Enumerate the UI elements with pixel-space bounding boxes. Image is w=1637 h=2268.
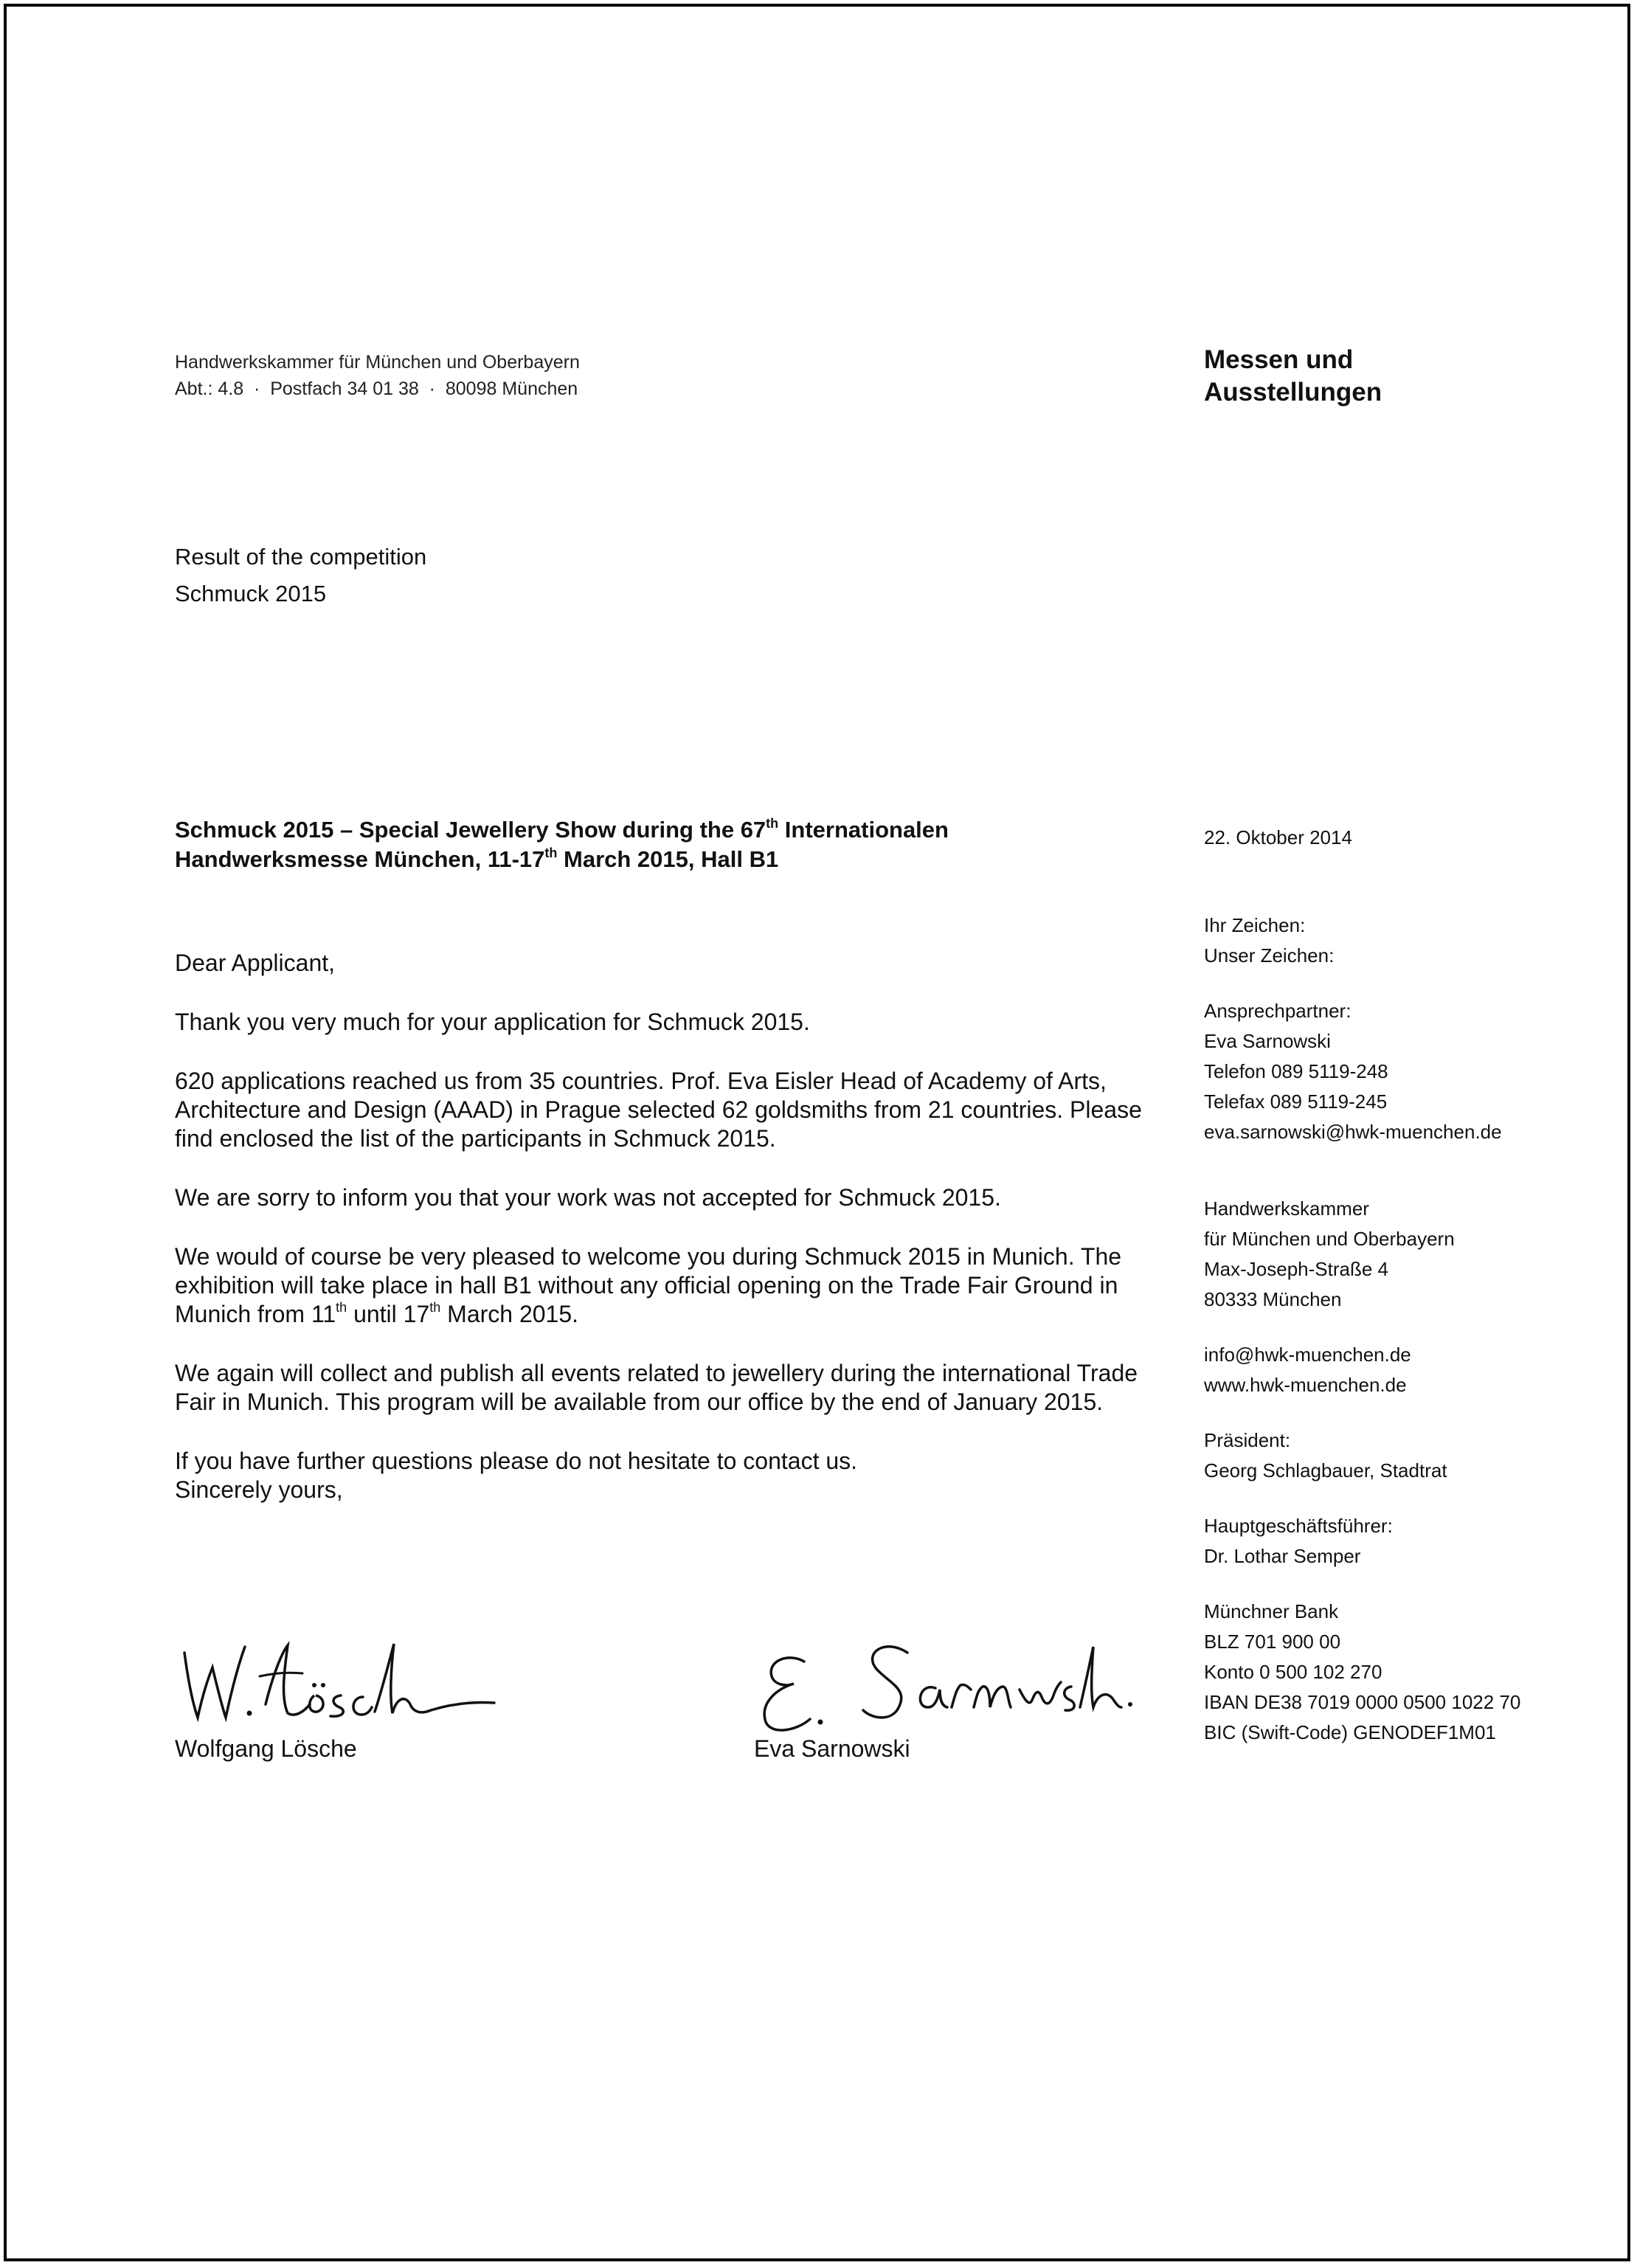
president-label: Präsident: [1204, 1429, 1291, 1451]
contact-name: Eva Sarnowski [1204, 1030, 1331, 1052]
salutation: Dear Applicant, [175, 950, 336, 976]
bank-iban: IBAN DE38 7019 0000 0500 1022 70 [1204, 1691, 1521, 1713]
paragraph-6: If you have further questions please do not hesitate to contact us. [175, 1448, 858, 1474]
org-line-2: für München und Oberbayern [1204, 1228, 1455, 1250]
headline-text: Handwerksmesse München, 11-17 [175, 846, 545, 872]
signer-right-name: Eva Sarnowski [754, 1735, 910, 1762]
org-line-1: Handwerkskammer [1204, 1197, 1369, 1220]
org-city: 80333 München [1204, 1288, 1342, 1310]
org-street: Max-Joseph-Straße 4 [1204, 1258, 1388, 1280]
president-block [1204, 1425, 1447, 1486]
subject-block [175, 539, 426, 612]
headline-text: March 2015, Hall B1 [557, 846, 779, 872]
department-line-1: Messen und [1204, 345, 1354, 374]
organization-address [1204, 1194, 1455, 1315]
ceo-block [1204, 1511, 1393, 1572]
bank-bic: BIC (Swift-Code) GENODEF1M01 [1204, 1721, 1496, 1743]
contact-telefon: Telefon 089 5119-248 [1204, 1060, 1388, 1082]
sender-line-1: Handwerkskammer für München und Oberbayern [175, 352, 580, 373]
closing: Sincerely yours, [175, 1476, 343, 1503]
bank-block [1204, 1597, 1520, 1748]
contact-label: Ansprechpartner: [1204, 1000, 1352, 1022]
paragraph-5: We again will collect and publish all events related to jewellery during the international Trade Fair in Munich. This program will be available from our office by the end of January 2015. [175, 1360, 1138, 1415]
ceo-label: Hauptgeschäftsführer: [1204, 1515, 1393, 1537]
contact-telefax: Telefax 089 5119-245 [1204, 1090, 1388, 1113]
letter-headline [175, 815, 1208, 874]
department-line-2: Ausstellungen [1204, 378, 1382, 407]
president-name: Georg Schlagbauer, Stadtrat [1204, 1459, 1447, 1482]
superscript: th [544, 845, 558, 860]
paragraph-text: March 2015. [440, 1301, 579, 1327]
department-title [1204, 344, 1382, 409]
ihr-zeichen-label: Ihr Zeichen: [1204, 914, 1306, 936]
signature-eva-sarnowski [752, 1631, 1136, 1741]
paragraph-4 [175, 1242, 1163, 1329]
letter-body [175, 949, 1163, 1504]
reference-block [1204, 910, 1334, 971]
headline-line-1 [175, 815, 1208, 845]
headline-line-2 [175, 845, 1208, 874]
web-contact [1204, 1340, 1411, 1400]
paragraph-3: We are sorry to inform you that your work was not accepted for Schmuck 2015. [175, 1184, 1001, 1211]
headline-text: Schmuck 2015 – Special Jewellery Show during the 67 [175, 817, 766, 843]
bank-konto: Konto 0 500 102 270 [1204, 1661, 1382, 1683]
paragraph-text: until 17 [347, 1301, 430, 1327]
paragraph-text: We would of course be very pleased to welcome you during Schmuck 2015 in Munich. The exhibition will take place in hall B1 without any official opening on the Trade Fair Ground in Munich from 11 [175, 1243, 1122, 1327]
subject-line-2: Schmuck 2015 [175, 581, 327, 606]
superscript: th [429, 1300, 441, 1315]
paragraph-2: 620 applications reached us from 35 countries. Prof. Eva Eisler Head of Academy of Arts, Architecture and Design (AAAD) in Prague selected 62 goldsmiths from 21 countries. Please find enclosed the list of the participants in Schmuck 2015. [175, 1068, 1142, 1152]
unser-zeichen-label: Unser Zeichen: [1204, 944, 1335, 967]
signature-wolfgang-losche [177, 1631, 502, 1726]
sender-address [175, 349, 580, 402]
bank-blz: BLZ 701 900 00 [1204, 1631, 1341, 1653]
superscript: th [766, 815, 779, 831]
contact-block [1204, 996, 1502, 1147]
sender-line-2: Abt.: 4.8 · Postfach 34 01 38 · 80098 München [175, 378, 578, 399]
bank-name: Münchner Bank [1204, 1600, 1339, 1622]
superscript: th [336, 1300, 347, 1315]
letter-date: 22. Oktober 2014 [1204, 826, 1352, 848]
info-email: info@hwk-muenchen.de [1204, 1344, 1411, 1366]
headline-text: Internationalen [778, 817, 949, 843]
contact-email: eva.sarnowski@hwk-muenchen.de [1204, 1121, 1502, 1143]
ceo-name: Dr. Lothar Semper [1204, 1545, 1361, 1567]
subject-line-1: Result of the competition [175, 544, 427, 570]
website: www.hwk-muenchen.de [1204, 1374, 1407, 1396]
signer-left-name: Wolfgang Lösche [175, 1735, 357, 1762]
paragraph-1: Thank you very much for your application for Schmuck 2015. [175, 1009, 810, 1035]
